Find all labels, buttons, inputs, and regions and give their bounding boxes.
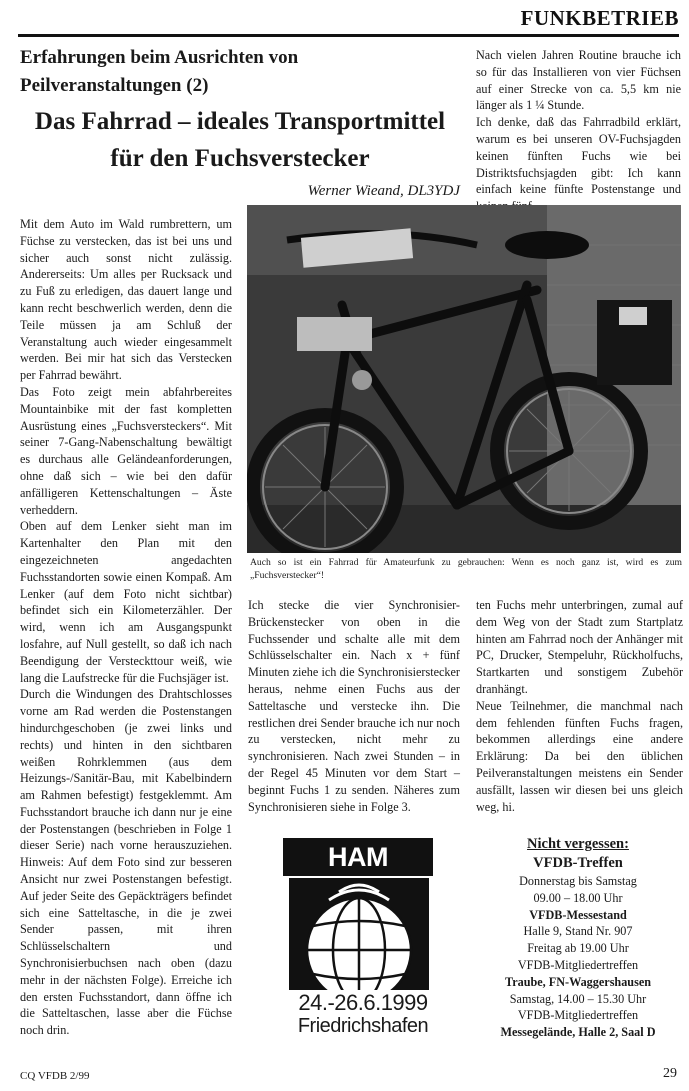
paragraph: Das Foto zeigt mein abfahrbereites Mountainbike mit der fast kompletten Ausrüstung eines „Fuchsversteckers“. Mit seiner 7-Gang-Nabenschaltung bewältigt es durchaus alle Geländeanforderungen, ohne daß sich – wie bei den dafür anfälligeren Kettenschaltungen – Äste verheddern. (20, 384, 232, 517)
notice-line: Samstag, 14.00 – 15.30 Uhr (509, 991, 647, 1006)
headline-line-1: Das Fahrrad – ideales Transportmittel (34, 108, 446, 135)
article-kicker (20, 44, 460, 100)
notice-line: VFDB-Messestand (529, 907, 627, 922)
publication-footer: CQ VFDB 2/99 (20, 1070, 90, 1082)
paragraph: Durch die Windungen des Drahtschlosses vorne am Rad werden die Postenstangen hindurchgeschoben (je zwei links und rechts) und hinten in den sichtbaren weißen Rohrklemmen (aus dem Heizungs-/Sanitär-Bau, mit Kabelbindern am Rahmen befestigt) festgeklemmt. Am Fuchsstandort brauche ich dann nur je eine der Postenstangen (beschrieben in Folge 1 dieser Serie) nach vorne herauszuziehen. Hinweis: Auf dem Foto sind zur besseren Ansicht nur zwei Postenstangen befestigt. Auf jeder Seite des Gepäckträgers befindet sich eine Satteltasche, in die je zwei Sender passen, mit ihren Schlüsselschaltern und Synchronisierbuchsen nach oben (dazu mehr in der nächsten Folge). Erreiche ich den ersten Fuchsstandort, dann öffne ich die Satteltaschen, lasse aber die Füchse noch drin. (20, 687, 232, 1038)
kicker-line-1: Erfahrungen beim Ausrichten von (20, 47, 299, 68)
paragraph: Mit dem Auto im Wald rumbrettern, um Füchse zu verstecken, das ist bei uns und sicher auch sonst nicht zulässig. Andererseits: Um alles per Rucksack und zu Fuß zu erledigen, das dauert lange und kann recht beschwerlich werden, denn die Teile müssen ja am Schluß der Veranstaltung auch wieder eingesammelt werden. Bei mir hat sich das Verstecken per Fahrrad bewährt. (20, 217, 232, 383)
bicycle-photo (247, 205, 681, 553)
notice-line: 09.00 – 18.00 Uhr (533, 890, 623, 905)
middle-column (248, 597, 460, 815)
top-right-column (476, 47, 681, 215)
byline: Werner Wieand, DL3YDJ (307, 183, 460, 199)
bicycle-illustration (247, 205, 681, 553)
paragraph: Oben auf dem Lenker sieht man im Kartenhalter den Plan mit den eingezeichneten angedachten Fuchsstandorten sowie einen Kompaß. Am Lenker (auf dem Foto nicht sichtbar) befindet sich ein Kilometerzähler. Der wird, wenn ich am Ausgangspunkt losfahre, auf Null gestellt, so daß ich nach Beendigung der Versteckttour weiß, wie lang die Laufstrecke für die Fuchsjäger ist. (20, 519, 232, 685)
notice-subtitle: VFDB-Treffen (533, 855, 623, 871)
paragraph: Ich denke, daß das Fahrradbild erklärt, warum es bei unseren OV-Fuchsjagden keinen fünften Fuchs wie bei Distriktsfuchsjagden gibt: Ich kann einfach keine fünfte Postenstange und (476, 115, 681, 197)
notice-line: Traube, FN-Waggershausen (504, 974, 652, 989)
paragraph: Ich stecke die vier Synchronisier-Brückenstecker von oben in die Fuchssender und schalte alle mit dem Schlüsselschalter ein. Nach x + fünf Minuten ziehe ich die Synchronisierstecker heraus, nehme einen Fuchs aus der Satteltasche und verstecke ihn. Die restlichen drei Sender brauche ich nur noch zu verstecken, nicht mehr zu synchronisieren. Nach zwei Stunden – in der Regel 45 Minuten vor dem Start – beginnt Fuchs 1 zu senden. Näheres zum Synchronisieren siehe in Folge 3. (248, 598, 460, 814)
notice-line: Donnerstag bis Samstag (519, 874, 637, 888)
right-column (476, 597, 683, 815)
globe-logo-icon (289, 878, 429, 990)
paragraph: ten Fuchs mehr unterbringen, zumal auf dem Weg von der Stadt zum Startplatz hinten am Fahrrad noch der Anhänger mit PC, Drucker, Stempeluhr, Rückholfuchs, Startkarten und sonstigem Zubehör dranhängt. (476, 598, 683, 696)
headline-line-2: für den Fuchsverstecker (110, 145, 370, 172)
top-rule (18, 34, 679, 37)
notice-line: VFDB-Mitgliedertreffen (517, 1008, 639, 1023)
notice-title: Nicht vergessen: (527, 836, 629, 852)
paragraph: Nach vielen Jahren Routine brauche ich so für das Installieren von vier Füchsen auf einer Strecke von ca. 5,5 km nie länger als 1 ¼ Stunde. (476, 48, 681, 113)
left-column (20, 216, 232, 1039)
photo-caption: Auch so ist ein Fahrrad für Amateurfunk zu gebrauchen: Wenn es noch ganz ist, wird es zum „Fuchsverstecker“! (250, 557, 682, 581)
notice-line: Freitag ab 19.00 Uhr (527, 941, 629, 956)
page-number: 29 (663, 1066, 677, 1081)
vfdb-notice (478, 835, 678, 1041)
kicker-line-2: Peilveranstaltungen (2) (20, 75, 209, 96)
section-tag: FUNKBETRIEB (520, 6, 679, 30)
ham-radio-ad (283, 838, 443, 1038)
paragraph: Neue Teilnehmer, die manchmal nach dem fehlenden fünften Fuchs fragen, bekommen allerdings eine andere Erklärung: Da bei den üblichen Peilveranstaltungen meistens ein Sender ausfällt, lassen wir diesen bei uns gleich weg, hi. (476, 698, 683, 814)
ad-title: HAM (283, 838, 433, 876)
notice-line: VFDB-Mitgliedertreffen (517, 957, 639, 972)
ad-dates: 24.-26.6.1999 (298, 990, 428, 1015)
notice-line: Messegelände, Halle 2, Saal D (500, 1025, 656, 1040)
ad-city: Friedrichshafen (297, 1015, 429, 1037)
article-headline (20, 103, 460, 177)
notice-line: Halle 9, Stand Nr. 907 (523, 924, 633, 939)
